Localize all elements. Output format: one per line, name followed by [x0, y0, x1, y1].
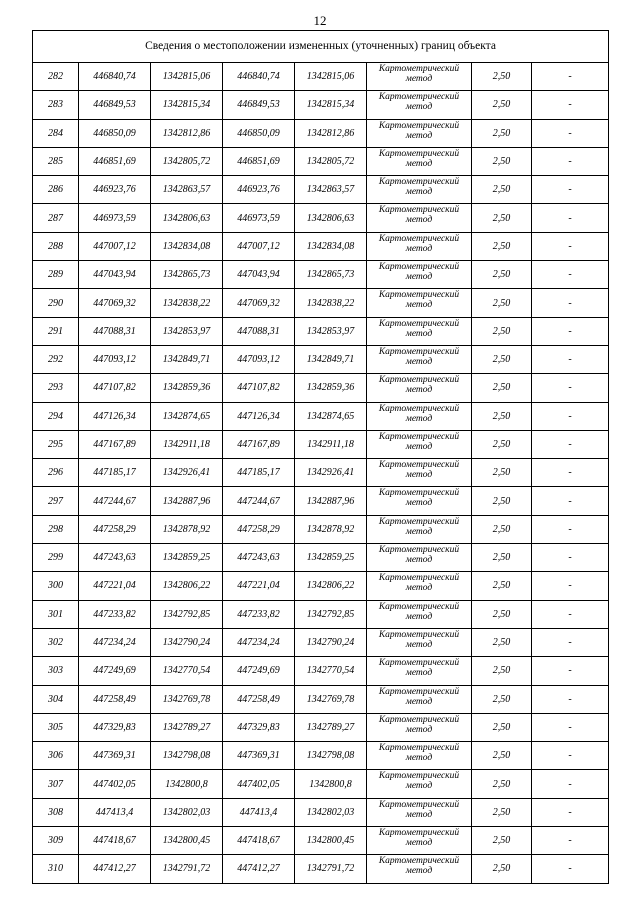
cell-x-existing: 447093,12 [79, 345, 151, 373]
cell-accuracy: 2,50 [472, 63, 532, 91]
cell-y-updated: 1342802,03 [295, 798, 367, 826]
cell-x-existing: 447221,04 [79, 572, 151, 600]
cell-x-updated: 447233,82 [223, 600, 295, 628]
cell-y-updated: 1342800,45 [295, 827, 367, 855]
cell-accuracy: 2,50 [472, 544, 532, 572]
cell-accuracy: 2,50 [472, 572, 532, 600]
cell-point-number: 296 [33, 459, 79, 487]
cell-y-updated: 1342887,96 [295, 487, 367, 515]
cell-point-number: 294 [33, 402, 79, 430]
table-row [33, 261, 609, 289]
cell-y-existing: 1342806,63 [151, 204, 223, 232]
cell-x-existing: 447243,63 [79, 544, 151, 572]
table-row [33, 515, 609, 543]
cell-x-updated: 447185,17 [223, 459, 295, 487]
cell-y-existing: 1342798,08 [151, 742, 223, 770]
cell-x-updated: 447234,24 [223, 628, 295, 656]
table-row [33, 374, 609, 402]
cell-y-updated: 1342849,71 [295, 345, 367, 373]
cell-y-existing: 1342802,03 [151, 798, 223, 826]
cell-y-updated: 1342859,36 [295, 374, 367, 402]
cell-accuracy: 2,50 [472, 345, 532, 373]
cell-x-updated: 446851,69 [223, 147, 295, 175]
cell-x-existing: 446840,74 [79, 63, 151, 91]
cell-x-updated: 447088,31 [223, 317, 295, 345]
table-row [33, 119, 609, 147]
cell-x-updated: 447418,67 [223, 827, 295, 855]
cell-accuracy: 2,50 [472, 685, 532, 713]
cell-accuracy: 2,50 [472, 798, 532, 826]
cell-accuracy: 2,50 [472, 119, 532, 147]
cell-determination-method: Картометрический метод [367, 261, 472, 289]
cell-accuracy: 2,50 [472, 855, 532, 883]
cell-description: - [532, 374, 609, 402]
cell-y-existing: 1342859,36 [151, 374, 223, 402]
table-row [33, 345, 609, 373]
table-row [33, 317, 609, 345]
cell-description: - [532, 317, 609, 345]
table-row [33, 798, 609, 826]
cell-description: - [532, 119, 609, 147]
boundary-coordinates-table [32, 30, 609, 884]
cell-y-updated: 1342806,22 [295, 572, 367, 600]
cell-x-existing: 446849,53 [79, 91, 151, 119]
cell-description: - [532, 713, 609, 741]
cell-y-updated: 1342865,73 [295, 261, 367, 289]
cell-point-number: 303 [33, 657, 79, 685]
cell-x-existing: 447088,31 [79, 317, 151, 345]
cell-accuracy: 2,50 [472, 317, 532, 345]
cell-x-updated: 447126,34 [223, 402, 295, 430]
cell-x-existing: 447413,4 [79, 798, 151, 826]
cell-determination-method: Картометрический метод [367, 628, 472, 656]
cell-y-updated: 1342863,57 [295, 176, 367, 204]
cell-accuracy: 2,50 [472, 204, 532, 232]
table-row [33, 204, 609, 232]
cell-determination-method: Картометрический метод [367, 119, 472, 147]
cell-x-updated: 447249,69 [223, 657, 295, 685]
cell-x-updated: 446923,76 [223, 176, 295, 204]
cell-y-updated: 1342834,08 [295, 232, 367, 260]
cell-y-updated: 1342798,08 [295, 742, 367, 770]
cell-y-updated: 1342815,34 [295, 91, 367, 119]
cell-x-existing: 447126,34 [79, 402, 151, 430]
cell-determination-method: Картометрический метод [367, 402, 472, 430]
cell-determination-method: Картометрический метод [367, 685, 472, 713]
cell-point-number: 304 [33, 685, 79, 713]
table-row [33, 544, 609, 572]
cell-x-existing: 447244,67 [79, 487, 151, 515]
cell-y-existing: 1342926,41 [151, 459, 223, 487]
table-row [33, 289, 609, 317]
cell-accuracy: 2,50 [472, 515, 532, 543]
table-title: Сведения о местоположении измененных (уточненных) границ объекта [33, 31, 609, 63]
cell-accuracy: 2,50 [472, 657, 532, 685]
cell-x-existing: 447402,05 [79, 770, 151, 798]
cell-point-number: 291 [33, 317, 79, 345]
cell-y-updated: 1342878,92 [295, 515, 367, 543]
cell-y-updated: 1342815,06 [295, 63, 367, 91]
table-row [33, 487, 609, 515]
cell-point-number: 299 [33, 544, 79, 572]
cell-determination-method: Картометрический метод [367, 374, 472, 402]
cell-point-number: 287 [33, 204, 79, 232]
cell-x-updated: 447093,12 [223, 345, 295, 373]
cell-description: - [532, 628, 609, 656]
table-row [33, 685, 609, 713]
cell-x-updated: 447167,89 [223, 430, 295, 458]
cell-determination-method: Картометрический метод [367, 713, 472, 741]
cell-determination-method: Картометрический метод [367, 317, 472, 345]
cell-x-existing: 447234,24 [79, 628, 151, 656]
cell-y-existing: 1342812,86 [151, 119, 223, 147]
cell-x-updated: 447369,31 [223, 742, 295, 770]
cell-y-updated: 1342791,72 [295, 855, 367, 883]
cell-x-existing: 447007,12 [79, 232, 151, 260]
cell-accuracy: 2,50 [472, 628, 532, 656]
cell-x-existing: 447369,31 [79, 742, 151, 770]
table-row [33, 770, 609, 798]
cell-x-existing: 447249,69 [79, 657, 151, 685]
cell-point-number: 309 [33, 827, 79, 855]
cell-description: - [532, 147, 609, 175]
cell-description: - [532, 232, 609, 260]
cell-determination-method: Картометрический метод [367, 544, 472, 572]
cell-y-existing: 1342887,96 [151, 487, 223, 515]
cell-x-existing: 447233,82 [79, 600, 151, 628]
cell-description: - [532, 798, 609, 826]
cell-x-existing: 447107,82 [79, 374, 151, 402]
cell-point-number: 293 [33, 374, 79, 402]
cell-x-updated: 447258,49 [223, 685, 295, 713]
cell-y-existing: 1342834,08 [151, 232, 223, 260]
cell-determination-method: Картометрический метод [367, 147, 472, 175]
cell-x-updated: 447043,94 [223, 261, 295, 289]
cell-description: - [532, 430, 609, 458]
cell-determination-method: Картометрический метод [367, 742, 472, 770]
cell-description: - [532, 827, 609, 855]
cell-x-updated: 446973,59 [223, 204, 295, 232]
cell-x-updated: 447402,05 [223, 770, 295, 798]
cell-determination-method: Картометрический метод [367, 204, 472, 232]
cell-y-existing: 1342865,73 [151, 261, 223, 289]
cell-point-number: 307 [33, 770, 79, 798]
cell-x-existing: 446850,09 [79, 119, 151, 147]
table-row [33, 459, 609, 487]
cell-y-updated: 1342926,41 [295, 459, 367, 487]
cell-description: - [532, 515, 609, 543]
cell-point-number: 300 [33, 572, 79, 600]
cell-description: - [532, 402, 609, 430]
cell-x-existing: 446973,59 [79, 204, 151, 232]
cell-x-existing: 447043,94 [79, 261, 151, 289]
cell-accuracy: 2,50 [472, 176, 532, 204]
cell-x-existing: 447167,89 [79, 430, 151, 458]
cell-determination-method: Картометрический метод [367, 232, 472, 260]
cell-point-number: 310 [33, 855, 79, 883]
cell-determination-method: Картометрический метод [367, 289, 472, 317]
cell-y-updated: 1342812,86 [295, 119, 367, 147]
table-row [33, 176, 609, 204]
cell-accuracy: 2,50 [472, 770, 532, 798]
cell-y-existing: 1342911,18 [151, 430, 223, 458]
cell-accuracy: 2,50 [472, 742, 532, 770]
cell-description: - [532, 91, 609, 119]
cell-x-existing: 447258,49 [79, 685, 151, 713]
cell-y-updated: 1342838,22 [295, 289, 367, 317]
cell-point-number: 301 [33, 600, 79, 628]
cell-x-existing: 446851,69 [79, 147, 151, 175]
cell-determination-method: Картометрический метод [367, 855, 472, 883]
cell-description: - [532, 204, 609, 232]
table-title-row [33, 31, 609, 63]
cell-determination-method: Картометрический метод [367, 459, 472, 487]
cell-y-existing: 1342849,71 [151, 345, 223, 373]
cell-x-existing: 447418,67 [79, 827, 151, 855]
cell-description: - [532, 742, 609, 770]
cell-y-updated: 1342911,18 [295, 430, 367, 458]
table-row [33, 657, 609, 685]
cell-description: - [532, 289, 609, 317]
cell-description: - [532, 544, 609, 572]
cell-description: - [532, 176, 609, 204]
cell-accuracy: 2,50 [472, 91, 532, 119]
table-row [33, 91, 609, 119]
table-row [33, 855, 609, 883]
cell-determination-method: Картометрический метод [367, 827, 472, 855]
table-row [33, 827, 609, 855]
cell-point-number: 290 [33, 289, 79, 317]
table-row [33, 742, 609, 770]
cell-point-number: 289 [33, 261, 79, 289]
cell-accuracy: 2,50 [472, 374, 532, 402]
cell-accuracy: 2,50 [472, 232, 532, 260]
cell-x-updated: 447069,32 [223, 289, 295, 317]
page-number: 12 [313, 13, 327, 28]
cell-x-updated: 446840,74 [223, 63, 295, 91]
cell-accuracy: 2,50 [472, 487, 532, 515]
cell-determination-method: Картометрический метод [367, 798, 472, 826]
cell-y-existing: 1342805,72 [151, 147, 223, 175]
cell-determination-method: Картометрический метод [367, 487, 472, 515]
cell-y-existing: 1342791,72 [151, 855, 223, 883]
cell-y-updated: 1342792,85 [295, 600, 367, 628]
cell-point-number: 295 [33, 430, 79, 458]
cell-y-existing: 1342800,45 [151, 827, 223, 855]
cell-determination-method: Картометрический метод [367, 91, 472, 119]
cell-y-existing: 1342800,8 [151, 770, 223, 798]
cell-point-number: 298 [33, 515, 79, 543]
cell-accuracy: 2,50 [472, 430, 532, 458]
cell-accuracy: 2,50 [472, 147, 532, 175]
cell-x-updated: 447107,82 [223, 374, 295, 402]
cell-y-existing: 1342815,06 [151, 63, 223, 91]
table-row [33, 402, 609, 430]
cell-y-existing: 1342874,65 [151, 402, 223, 430]
cell-determination-method: Картометрический метод [367, 657, 472, 685]
cell-description: - [532, 855, 609, 883]
cell-x-updated: 447007,12 [223, 232, 295, 260]
cell-point-number: 306 [33, 742, 79, 770]
cell-x-existing: 447329,83 [79, 713, 151, 741]
cell-accuracy: 2,50 [472, 600, 532, 628]
cell-point-number: 284 [33, 119, 79, 147]
cell-description: - [532, 685, 609, 713]
cell-y-existing: 1342859,25 [151, 544, 223, 572]
cell-x-updated: 446849,53 [223, 91, 295, 119]
cell-point-number: 285 [33, 147, 79, 175]
cell-determination-method: Картометрический метод [367, 515, 472, 543]
table-row [33, 628, 609, 656]
table-row [33, 232, 609, 260]
cell-point-number: 288 [33, 232, 79, 260]
cell-x-updated: 447413,4 [223, 798, 295, 826]
cell-description: - [532, 63, 609, 91]
table-row [33, 63, 609, 91]
cell-point-number: 283 [33, 91, 79, 119]
cell-y-updated: 1342874,65 [295, 402, 367, 430]
cell-description: - [532, 345, 609, 373]
cell-x-existing: 446923,76 [79, 176, 151, 204]
table-body [33, 31, 609, 884]
cell-y-existing: 1342792,85 [151, 600, 223, 628]
cell-description: - [532, 600, 609, 628]
cell-point-number: 286 [33, 176, 79, 204]
cell-y-existing: 1342853,97 [151, 317, 223, 345]
cell-accuracy: 2,50 [472, 261, 532, 289]
cell-accuracy: 2,50 [472, 402, 532, 430]
cell-y-updated: 1342859,25 [295, 544, 367, 572]
cell-x-updated: 447329,83 [223, 713, 295, 741]
cell-determination-method: Картометрический метод [367, 770, 472, 798]
cell-point-number: 305 [33, 713, 79, 741]
cell-y-existing: 1342769,78 [151, 685, 223, 713]
cell-y-updated: 1342806,63 [295, 204, 367, 232]
cell-y-updated: 1342769,78 [295, 685, 367, 713]
cell-y-updated: 1342800,8 [295, 770, 367, 798]
cell-x-existing: 447258,29 [79, 515, 151, 543]
cell-accuracy: 2,50 [472, 459, 532, 487]
table-row [33, 147, 609, 175]
cell-point-number: 308 [33, 798, 79, 826]
cell-determination-method: Картометрический метод [367, 63, 472, 91]
cell-determination-method: Картометрический метод [367, 600, 472, 628]
cell-y-updated: 1342789,27 [295, 713, 367, 741]
cell-point-number: 292 [33, 345, 79, 373]
cell-point-number: 282 [33, 63, 79, 91]
table-row [33, 430, 609, 458]
cell-y-existing: 1342838,22 [151, 289, 223, 317]
cell-x-updated: 447221,04 [223, 572, 295, 600]
cell-x-existing: 447412,27 [79, 855, 151, 883]
cell-description: - [532, 770, 609, 798]
cell-x-updated: 447243,63 [223, 544, 295, 572]
cell-description: - [532, 459, 609, 487]
cell-y-updated: 1342805,72 [295, 147, 367, 175]
cell-y-existing: 1342789,27 [151, 713, 223, 741]
cell-determination-method: Картометрический метод [367, 430, 472, 458]
cell-y-updated: 1342770,54 [295, 657, 367, 685]
table-row [33, 713, 609, 741]
cell-description: - [532, 572, 609, 600]
cell-determination-method: Картометрический метод [367, 345, 472, 373]
cell-accuracy: 2,50 [472, 713, 532, 741]
cell-x-existing: 447069,32 [79, 289, 151, 317]
cell-x-updated: 446850,09 [223, 119, 295, 147]
cell-x-updated: 447244,67 [223, 487, 295, 515]
cell-y-existing: 1342815,34 [151, 91, 223, 119]
cell-x-existing: 447185,17 [79, 459, 151, 487]
cell-determination-method: Картометрический метод [367, 572, 472, 600]
cell-point-number: 302 [33, 628, 79, 656]
cell-point-number: 297 [33, 487, 79, 515]
cell-description: - [532, 261, 609, 289]
cell-determination-method: Картометрический метод [367, 176, 472, 204]
cell-y-existing: 1342806,22 [151, 572, 223, 600]
table-row [33, 572, 609, 600]
cell-y-existing: 1342878,92 [151, 515, 223, 543]
cell-y-existing: 1342863,57 [151, 176, 223, 204]
cell-x-updated: 447258,29 [223, 515, 295, 543]
cell-accuracy: 2,50 [472, 289, 532, 317]
cell-description: - [532, 487, 609, 515]
cell-y-updated: 1342853,97 [295, 317, 367, 345]
cell-x-updated: 447412,27 [223, 855, 295, 883]
table-row [33, 600, 609, 628]
cell-y-existing: 1342790,24 [151, 628, 223, 656]
cell-description: - [532, 657, 609, 685]
cell-y-existing: 1342770,54 [151, 657, 223, 685]
cell-accuracy: 2,50 [472, 827, 532, 855]
cell-y-updated: 1342790,24 [295, 628, 367, 656]
